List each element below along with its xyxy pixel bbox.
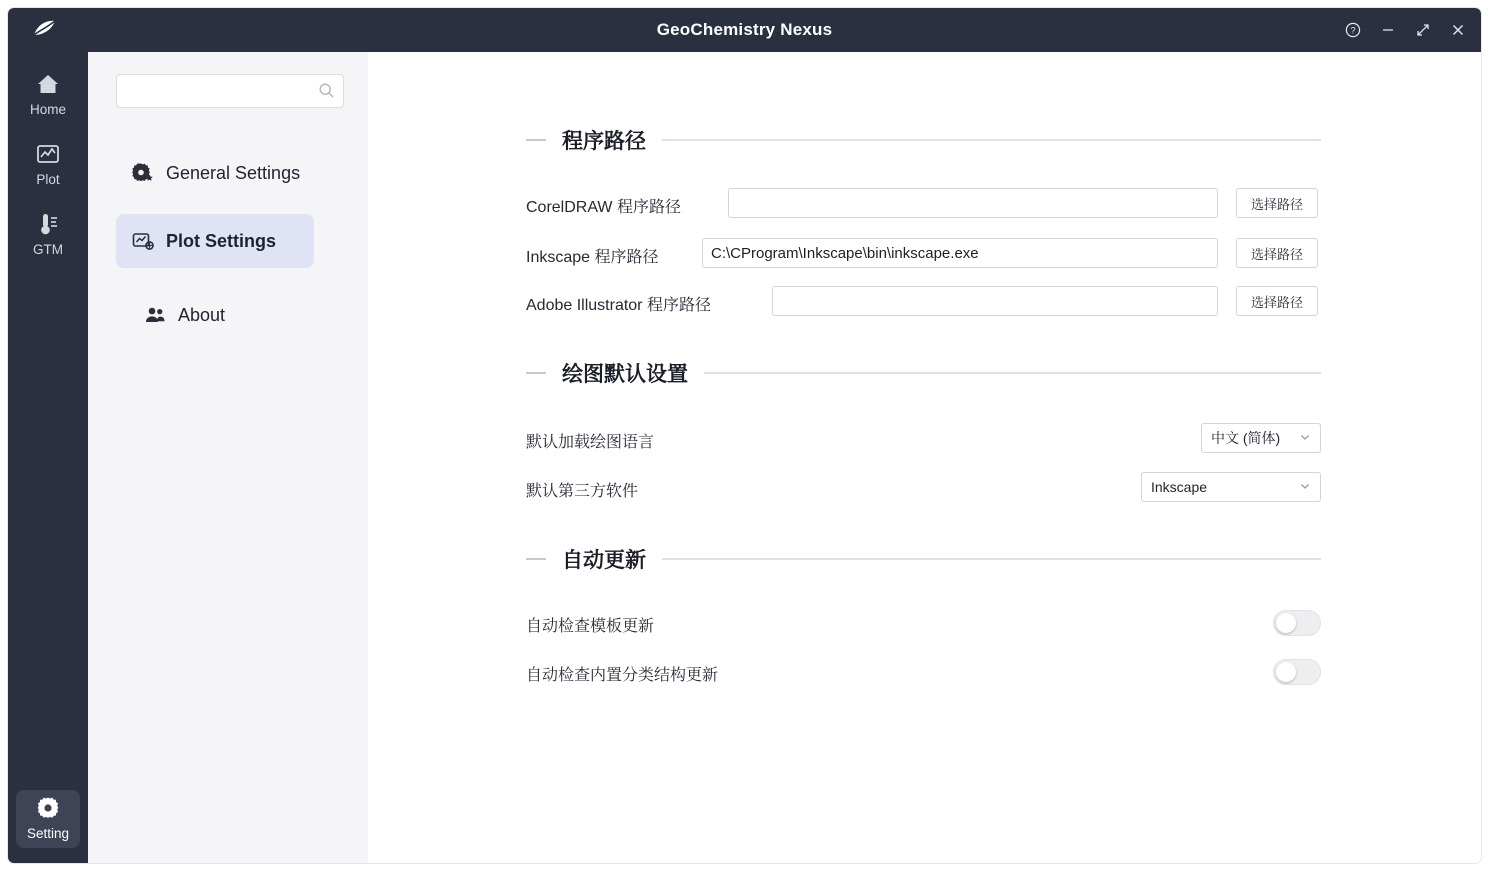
title-bar xyxy=(8,8,1481,52)
section-header-plot-defaults xyxy=(526,359,1321,387)
label-auto-check-classification-update: 自动检查内置分类结构更新 xyxy=(526,667,719,684)
label-illustrator-path: Adobe Illustrator 程序路径 xyxy=(526,297,711,314)
toggle-knob xyxy=(1276,662,1296,682)
gear-icon xyxy=(16,795,80,825)
sidebar-item-label: Plot Settings xyxy=(166,230,277,251)
chart-icon xyxy=(16,141,80,171)
window-title: GeoChemistry Nexus xyxy=(656,20,833,39)
default-third-party-software-select[interactable] xyxy=(1141,472,1321,502)
coreldraw-browse-button[interactable]: 选择路径 xyxy=(1236,188,1318,218)
rail-item-setting[interactable] xyxy=(16,790,80,848)
rail-item-plot[interactable] xyxy=(16,136,80,194)
select-value: 中文 (简体) xyxy=(1211,430,1281,446)
rail-item-label: Home xyxy=(29,102,66,117)
section-rule xyxy=(662,558,1321,560)
settings-nav-panel xyxy=(88,52,369,863)
section-title: 绘图默认设置 xyxy=(562,363,688,386)
inkscape-browse-button[interactable]: 选择路径 xyxy=(1236,238,1318,268)
auto-check-template-update-toggle[interactable] xyxy=(1273,610,1321,636)
sidebar-item-about[interactable] xyxy=(128,288,314,342)
rail-item-label: Setting xyxy=(26,826,70,841)
section-rule xyxy=(662,139,1321,141)
inkscape-path-input[interactable] xyxy=(702,238,1218,268)
maximize-button[interactable] xyxy=(1414,21,1432,39)
section-title: 自动更新 xyxy=(562,549,646,572)
label-coreldraw-path: CorelDRAW 程序路径 xyxy=(526,199,681,216)
people-icon xyxy=(142,303,168,327)
auto-check-classification-update-toggle[interactable] xyxy=(1273,659,1321,685)
close-button[interactable] xyxy=(1449,21,1467,39)
minimize-button[interactable] xyxy=(1379,21,1397,39)
select-value: Inkscape xyxy=(1151,479,1208,495)
app-window xyxy=(8,8,1481,863)
section-header-program-paths xyxy=(526,126,1321,154)
section-header-auto-update xyxy=(526,545,1321,573)
sidebar-item-label: General Settings xyxy=(166,162,301,183)
search-input[interactable] xyxy=(127,75,316,109)
illustrator-path-input[interactable] xyxy=(772,286,1218,316)
section-rule xyxy=(704,372,1321,374)
rail-item-home[interactable] xyxy=(16,66,80,124)
sidebar-item-label: About xyxy=(178,304,226,325)
toggle-knob xyxy=(1276,613,1296,633)
section-title: 程序路径 xyxy=(562,130,646,153)
search-icon xyxy=(318,82,335,99)
section-dash xyxy=(526,139,546,141)
label-inkscape-path: Inkscape 程序路径 xyxy=(526,249,659,266)
label-auto-check-template-update: 自动检查模板更新 xyxy=(526,618,655,635)
home-icon xyxy=(16,71,80,101)
default-plot-language-select[interactable] xyxy=(1201,423,1321,453)
rail-item-gtm[interactable] xyxy=(16,206,80,264)
svg-text:?: ? xyxy=(1350,25,1356,36)
illustrator-browse-button[interactable]: 选择路径 xyxy=(1236,286,1318,316)
rail-item-label: GTM xyxy=(33,242,63,257)
search-box[interactable] xyxy=(116,74,344,108)
coreldraw-path-input[interactable] xyxy=(728,188,1218,218)
window-controls xyxy=(1344,8,1467,52)
section-dash xyxy=(526,558,546,560)
sidebar-item-general-settings[interactable] xyxy=(116,146,314,200)
plot-settings-icon xyxy=(130,229,156,253)
label-default-plot-language: 默认加载绘图语言 xyxy=(526,434,655,451)
sidebar-item-plot-settings[interactable] xyxy=(116,214,314,268)
label-default-third-party-software: 默认第三方软件 xyxy=(526,483,639,500)
rail-item-label: Plot xyxy=(36,172,60,187)
settings-content xyxy=(368,52,1481,863)
chevron-down-icon xyxy=(1299,480,1311,495)
sidebar-rail xyxy=(8,52,88,863)
gear-star-icon xyxy=(130,161,156,185)
section-dash xyxy=(526,372,546,374)
chevron-down-icon xyxy=(1299,431,1311,446)
thermometer-icon xyxy=(16,211,80,241)
help-button[interactable] xyxy=(1344,21,1362,39)
